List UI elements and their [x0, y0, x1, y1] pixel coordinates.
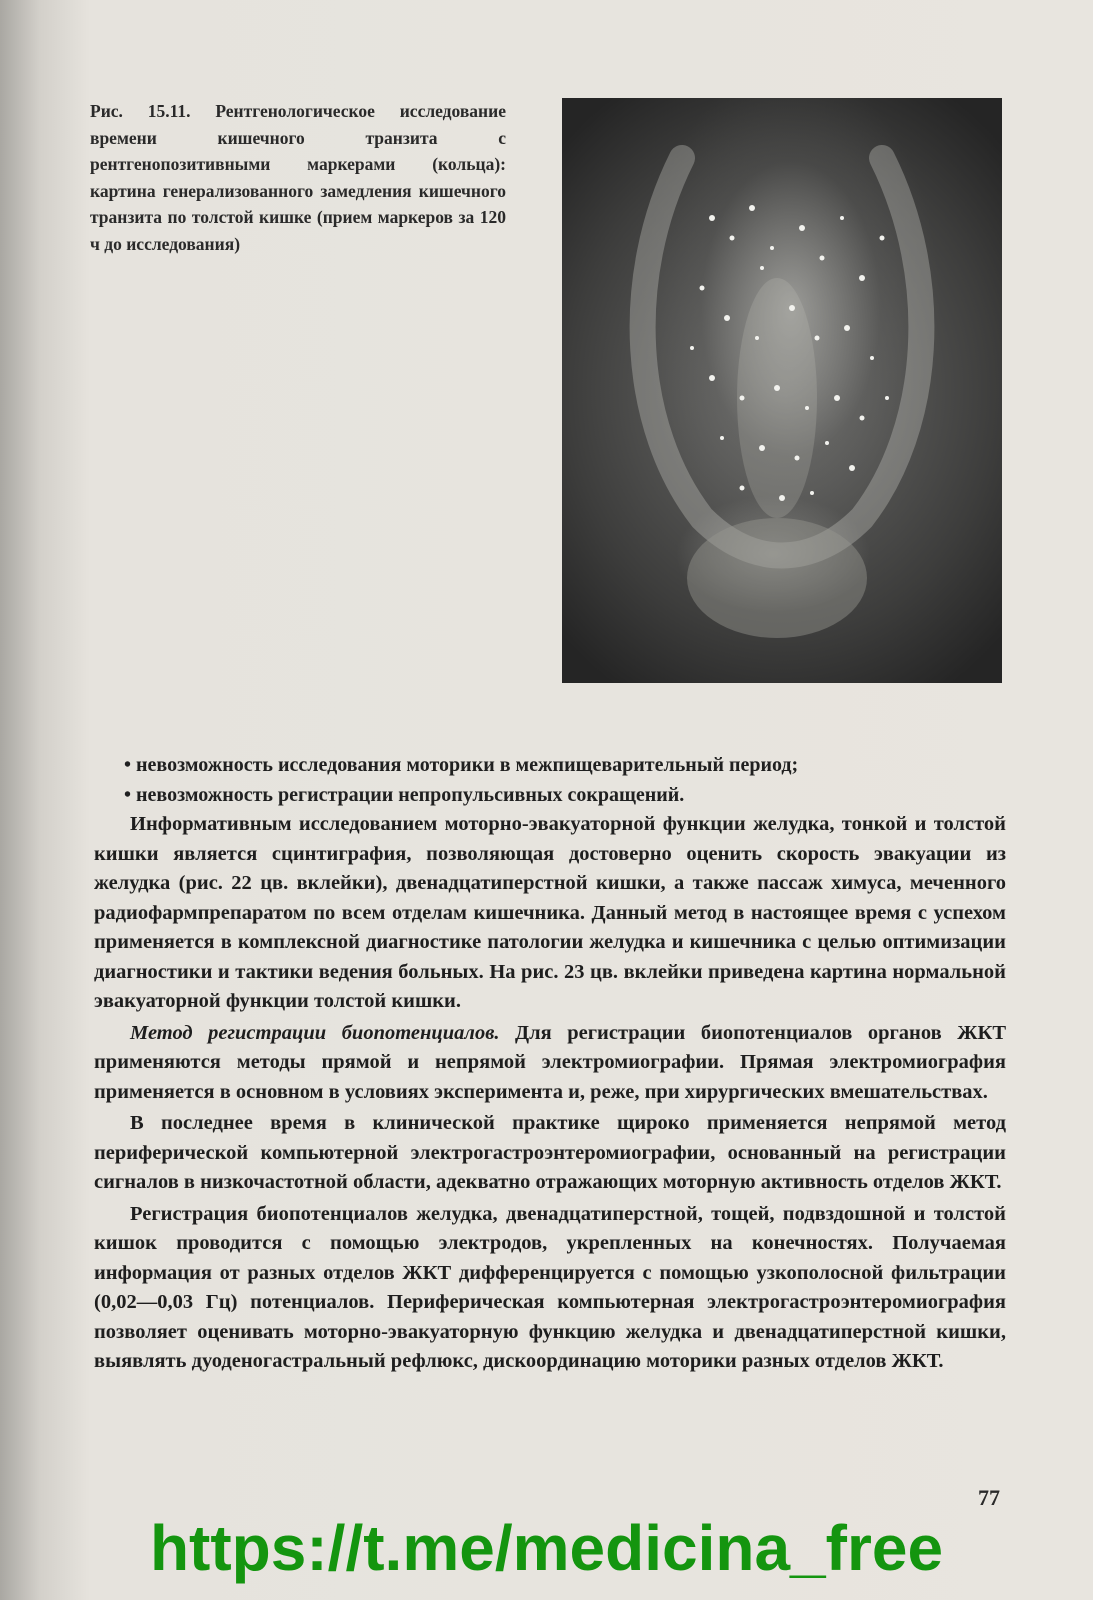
- figure-caption: Рис. 15.11. Рентгенологическое исследование времени кишечного транзита с рентгенопозитивными маркерами (кольца): картина генерализованного замедления кишечного транзита по толстой кишке (прием маркеров за 120 ч до исследования): [90, 101, 506, 254]
- page-number: 77: [978, 1485, 1000, 1510]
- list-item: • невозможность исследования моторики в межпищеварительный период;: [124, 750, 1004, 780]
- paragraph-text: В последнее время в клинической практике щироко применяется непрямой метод периферической компьютерной электрогастроэнтеромиографии, основанный на регистрации сигналов в низкочастотной области, адекватно отражающих моторную активность отделов ЖКТ.: [94, 1112, 1006, 1193]
- body-text: [94, 810, 1006, 1379]
- paragraph-text: Для регистрации биопотенциалов органов ЖКТ применяются методы прямой и непрямой электромиографии. Прямая электромиография применяется в основном в условиях эксперимента и, реже, при хирургических вмешательствах.: [94, 1021, 1006, 1103]
- limitations-list: [124, 750, 1004, 810]
- paragraph-scintigraphy: [94, 810, 1006, 1017]
- section-lead: Метод регистрации биопотенциалов.: [130, 1021, 500, 1044]
- paragraph-text: Информативным исследованием моторно-эвакуаторной функции желудка, тонкой и толстой кишки является сцинтиграфия, позволяющая достоверно оценить скорость эвакуации из желудка (рис. 22 цв. вклейки), двенадцатиперстной кишки, а также пассаж химуса, меченного радиофармпрепаратом по всем отделам кишечника. Данный метод в настоящее время с успехом применяется в комплексной диагностике патологии желудка и кишечника с целью оптимизации диагностики и тактики ведения больных. На рис. 23 цв. вклейки приведена картина нормальной эвакуаторной функции толстой кишки.: [94, 813, 1006, 1012]
- xray-image: [562, 98, 1002, 683]
- xray-markers-illustration: [562, 98, 1002, 683]
- watermark-link[interactable]: https://t.me/medicina_free: [149, 1512, 944, 1584]
- paragraph-electrogastro: [94, 1109, 1006, 1198]
- paragraph-text: Регистрация биопотенциалов желудка, двенадцатиперстной, тощей, подвздошной и толстой кишок проводится с помощью электродов, укрепленных на конечностях. Получаемая информация от разных отделов ЖКТ дифференцируется с помощью узкополосной фильтрации (0,02—0,03 Гц) потенциалов. Периферическая компьютерная электрогастроэнтеромиография позволяет оценивать моторно-эвакуаторную функцию желудка и двенадцатиперстной кишки, выявлять дуоденогастральный рефлюкс, дискоординацию моторики разных отделов ЖКТ.: [94, 1202, 1006, 1372]
- paragraph-biopotentials: [94, 1019, 1006, 1108]
- list-item: • невозможность регистрации непропульсивных сокращений.: [124, 780, 1004, 810]
- paragraph-registration: [94, 1200, 1006, 1377]
